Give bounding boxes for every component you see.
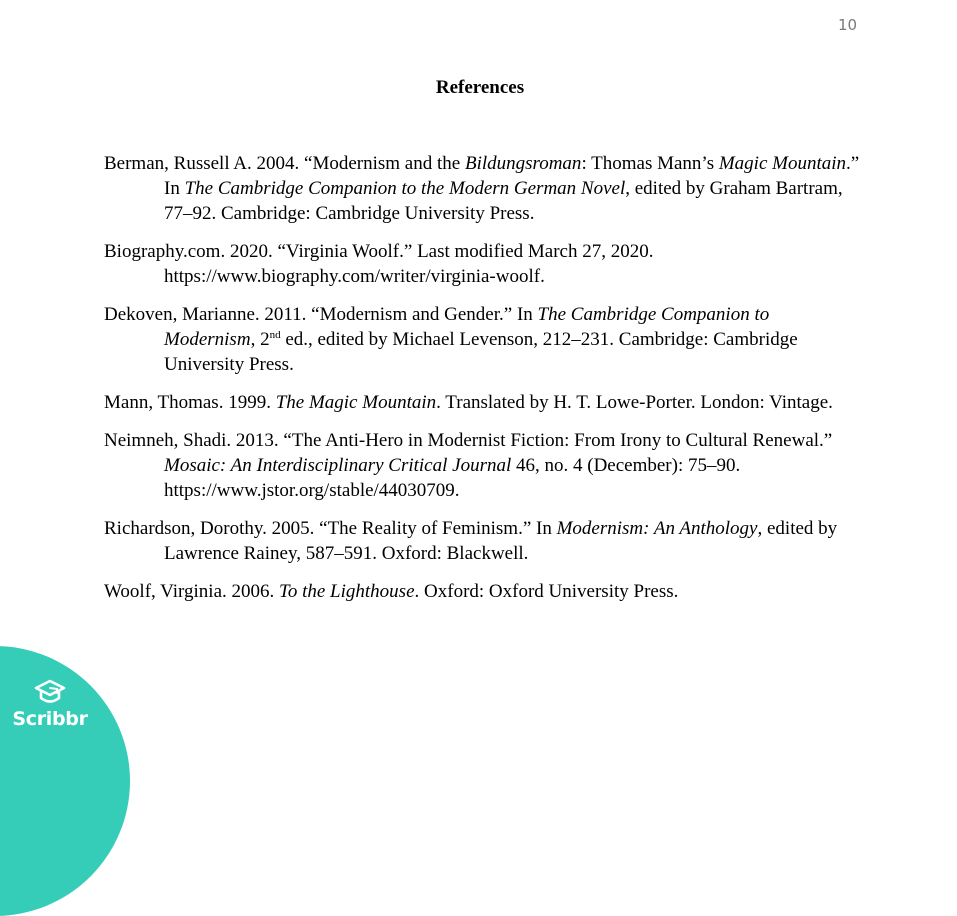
italic-title: The Magic Mountain <box>275 392 437 413</box>
italic-title: Bildungsroman <box>464 153 582 174</box>
logo-text: Scribbr <box>12 708 88 730</box>
page-title: References <box>435 77 525 98</box>
italic-title: Modernism: An Anthology <box>556 518 758 539</box>
reference-text: : Thomas Mann’s <box>581 153 719 174</box>
scribbr-logo[interactable] <box>12 678 88 730</box>
reference-list <box>104 151 864 617</box>
reference-text: , 2 <box>250 329 270 350</box>
reference-text: . Oxford: Oxford University Press. <box>414 581 679 602</box>
reference-entry <box>104 390 864 415</box>
reference-text: , edited by Lawrence Rainey, 587–591. Oxford: Blackwell. <box>164 518 838 564</box>
reference-text: . Translated by H. T. Lowe-Porter. London: Vintage. <box>436 392 833 413</box>
italic-title: Magic Mountain <box>718 153 847 174</box>
italic-title: The Cambridge Companion to Modernism <box>164 304 770 350</box>
reference-entry <box>104 428 864 503</box>
reference-entry <box>104 516 864 566</box>
reference-text: Biography.com. 2020. “Virginia Woolf.” Last modified March 27, 2020. https://www.biography.com/writer/virginia-woolf. <box>104 241 654 287</box>
reference-text: Richardson, Dorothy. 2005. “The Reality of Feminism.” In <box>104 518 557 539</box>
italic-title: To the Lighthouse <box>279 581 415 602</box>
reference-text: .” In <box>164 153 860 199</box>
italic-title: The Cambridge Companion to the Modern German Novel <box>184 178 626 199</box>
reference-text: ed., edited by Michael Levenson, 212–231. Cambridge: Cambridge University Press. <box>164 329 798 375</box>
reference-text: Mann, Thomas. 1999. <box>104 392 276 413</box>
reference-text: Berman, Russell A. 2004. “Modernism and the <box>104 153 465 174</box>
reference-text: , edited by Graham Bartram, 77–92. Cambridge: Cambridge University Press. <box>164 178 843 224</box>
superscript: nd <box>269 329 281 341</box>
reference-text: 46, no. 4 (December): 75–90. https://www.jstor.org/stable/44030709. <box>164 455 741 501</box>
graduation-cap-icon <box>33 678 67 706</box>
italic-title: Mosaic: An Interdisciplinary Critical Journal <box>164 455 512 476</box>
reference-text: Woolf, Virginia. 2006. <box>104 581 280 602</box>
reference-entry <box>104 579 864 604</box>
reference-text: Neimneh, Shadi. 2013. “The Anti-Hero in Modernist Fiction: From Irony to Cultural Renewal.” <box>104 430 833 451</box>
reference-entry <box>104 239 864 289</box>
reference-text: Dekoven, Marianne. 2011. “Modernism and Gender.” In <box>104 304 538 325</box>
reference-entry <box>104 302 864 377</box>
reference-entry <box>104 151 864 226</box>
page-number: 10 <box>838 16 858 34</box>
